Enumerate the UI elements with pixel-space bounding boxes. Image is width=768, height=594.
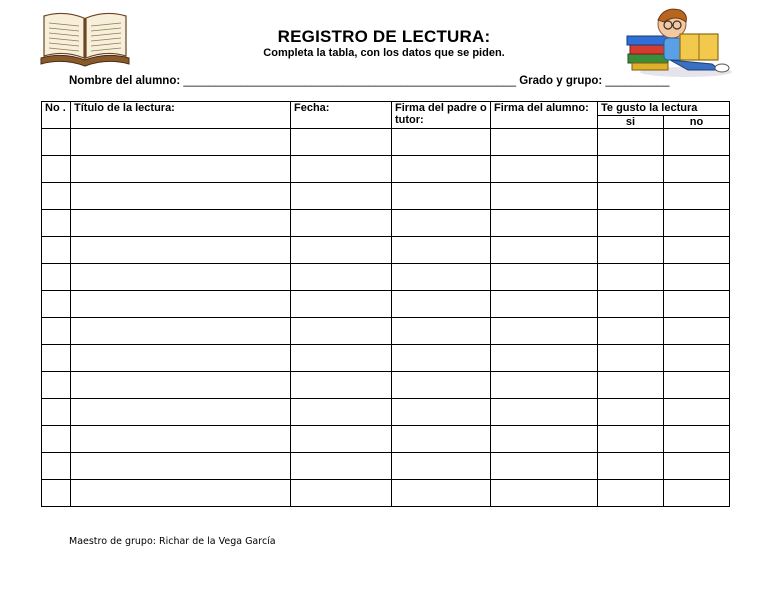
cell-liked-yes[interactable] (598, 264, 664, 291)
cell-number[interactable] (42, 129, 71, 156)
cell-student-signature[interactable] (491, 129, 598, 156)
cell-liked-no[interactable] (664, 453, 730, 480)
cell-date[interactable] (291, 426, 392, 453)
cell-date[interactable] (291, 372, 392, 399)
table-row (42, 453, 730, 480)
cell-student-signature[interactable] (491, 480, 598, 507)
cell-liked-no[interactable] (664, 480, 730, 507)
grade-group-label: Grado y grupo: (519, 75, 603, 87)
cell-date[interactable] (291, 129, 392, 156)
cell-parent-signature[interactable] (392, 399, 491, 426)
cell-student-signature[interactable] (491, 318, 598, 345)
column-header-student-signature: Firma del alumno: (491, 102, 598, 129)
cell-parent-signature[interactable] (392, 129, 491, 156)
page-subtitle: Completa la tabla, con los datos que se piden. (263, 47, 505, 59)
cell-liked-yes[interactable] (598, 480, 664, 507)
cell-student-signature[interactable] (491, 264, 598, 291)
table-row (42, 237, 730, 264)
cell-student-signature[interactable] (491, 237, 598, 264)
cell-liked-yes[interactable] (598, 399, 664, 426)
column-header-liked-reading: Te gusto la lectura (598, 102, 730, 116)
cell-number[interactable] (42, 345, 71, 372)
cell-student-signature[interactable] (491, 156, 598, 183)
page-title: REGISTRO DE LECTURA: (277, 27, 491, 46)
student-info-line (69, 75, 669, 87)
cell-student-signature[interactable] (491, 453, 598, 480)
cell-number[interactable] (42, 156, 71, 183)
cell-number[interactable] (42, 399, 71, 426)
table-row (42, 210, 730, 237)
grade-group-field[interactable]: __________ (605, 75, 670, 87)
cell-date[interactable] (291, 399, 392, 426)
table-row (42, 156, 730, 183)
cell-date[interactable] (291, 264, 392, 291)
cell-student-signature[interactable] (491, 426, 598, 453)
column-header-parent-signature: Firma del padre o tutor: (392, 102, 491, 129)
column-header-number: No . (42, 102, 71, 129)
cell-date[interactable] (291, 183, 392, 210)
cell-liked-yes[interactable] (598, 210, 664, 237)
table-row (42, 129, 730, 156)
table-row (42, 426, 730, 453)
column-header-yes: si (598, 116, 664, 129)
cell-parent-signature[interactable] (392, 291, 491, 318)
cell-title[interactable] (71, 264, 291, 291)
cell-liked-yes[interactable] (598, 345, 664, 372)
column-header-date: Fecha: (291, 102, 392, 129)
cell-parent-signature[interactable] (392, 345, 491, 372)
cell-date[interactable] (291, 237, 392, 264)
cell-liked-yes[interactable] (598, 372, 664, 399)
cell-liked-yes[interactable] (598, 129, 664, 156)
cell-date[interactable] (291, 480, 392, 507)
cell-liked-yes[interactable] (598, 291, 664, 318)
cell-parent-signature[interactable] (392, 372, 491, 399)
table-row (42, 372, 730, 399)
cell-number[interactable] (42, 318, 71, 345)
cell-liked-no[interactable] (664, 129, 730, 156)
cell-parent-signature[interactable] (392, 426, 491, 453)
cell-liked-no[interactable] (664, 156, 730, 183)
table-row (42, 399, 730, 426)
cell-parent-signature[interactable] (392, 210, 491, 237)
cell-parent-signature[interactable] (392, 264, 491, 291)
cell-title[interactable] (71, 453, 291, 480)
cell-liked-no[interactable] (664, 372, 730, 399)
cell-date[interactable] (291, 345, 392, 372)
cell-title[interactable] (71, 237, 291, 264)
table-row (42, 318, 730, 345)
cell-title[interactable] (71, 372, 291, 399)
reading-log-table (41, 101, 730, 507)
table-row (42, 183, 730, 210)
cell-liked-yes[interactable] (598, 183, 664, 210)
cell-title[interactable] (71, 210, 291, 237)
cell-liked-no[interactable] (664, 399, 730, 426)
cell-title[interactable] (71, 291, 291, 318)
cell-liked-no[interactable] (664, 426, 730, 453)
cell-date[interactable] (291, 210, 392, 237)
cell-liked-yes[interactable] (598, 318, 664, 345)
cell-parent-signature[interactable] (392, 183, 491, 210)
cell-number[interactable] (42, 291, 71, 318)
cell-student-signature[interactable] (491, 210, 598, 237)
cell-liked-no[interactable] (664, 210, 730, 237)
table-row (42, 345, 730, 372)
cell-number[interactable] (42, 480, 71, 507)
cell-date[interactable] (291, 318, 392, 345)
cell-liked-no[interactable] (664, 183, 730, 210)
column-header-no: no (664, 116, 730, 129)
cell-title[interactable] (71, 318, 291, 345)
cell-title[interactable] (71, 129, 291, 156)
cell-liked-yes[interactable] (598, 426, 664, 453)
cell-student-signature[interactable] (491, 291, 598, 318)
cell-title[interactable] (71, 345, 291, 372)
cell-liked-yes[interactable] (598, 156, 664, 183)
table-row (42, 264, 730, 291)
cell-date[interactable] (291, 291, 392, 318)
cell-parent-signature[interactable] (392, 237, 491, 264)
cell-liked-no[interactable] (664, 291, 730, 318)
student-name-label: Nombre del alumno: (69, 75, 181, 87)
cell-liked-no[interactable] (664, 237, 730, 264)
cell-student-signature[interactable] (491, 399, 598, 426)
table-row (42, 480, 730, 507)
cell-liked-no[interactable] (664, 318, 730, 345)
cell-title[interactable] (71, 156, 291, 183)
cell-number[interactable] (42, 183, 71, 210)
cell-number[interactable] (42, 237, 71, 264)
cell-student-signature[interactable] (491, 345, 598, 372)
cell-title[interactable] (71, 480, 291, 507)
cell-parent-signature[interactable] (392, 480, 491, 507)
cell-title[interactable] (71, 399, 291, 426)
cell-liked-yes[interactable] (598, 453, 664, 480)
cell-parent-signature[interactable] (392, 156, 491, 183)
cell-parent-signature[interactable] (392, 318, 491, 345)
cell-number[interactable] (42, 453, 71, 480)
cell-number[interactable] (42, 426, 71, 453)
teacher-name: Maestro de grupo: Richar de la Vega García (69, 536, 276, 547)
cell-student-signature[interactable] (491, 372, 598, 399)
cell-parent-signature[interactable] (392, 453, 491, 480)
cell-liked-no[interactable] (664, 345, 730, 372)
cell-date[interactable] (291, 453, 392, 480)
cell-title[interactable] (71, 426, 291, 453)
cell-liked-no[interactable] (664, 264, 730, 291)
table-row (42, 291, 730, 318)
student-name-field[interactable]: ____________________________________________________ (183, 75, 516, 87)
cell-student-signature[interactable] (491, 183, 598, 210)
cell-date[interactable] (291, 156, 392, 183)
cell-number[interactable] (42, 372, 71, 399)
cell-number[interactable] (42, 210, 71, 237)
column-header-title: Título de la lectura: (71, 102, 291, 129)
cell-title[interactable] (71, 183, 291, 210)
cell-liked-yes[interactable] (598, 237, 664, 264)
cell-number[interactable] (42, 264, 71, 291)
reading-log-body (42, 129, 730, 507)
